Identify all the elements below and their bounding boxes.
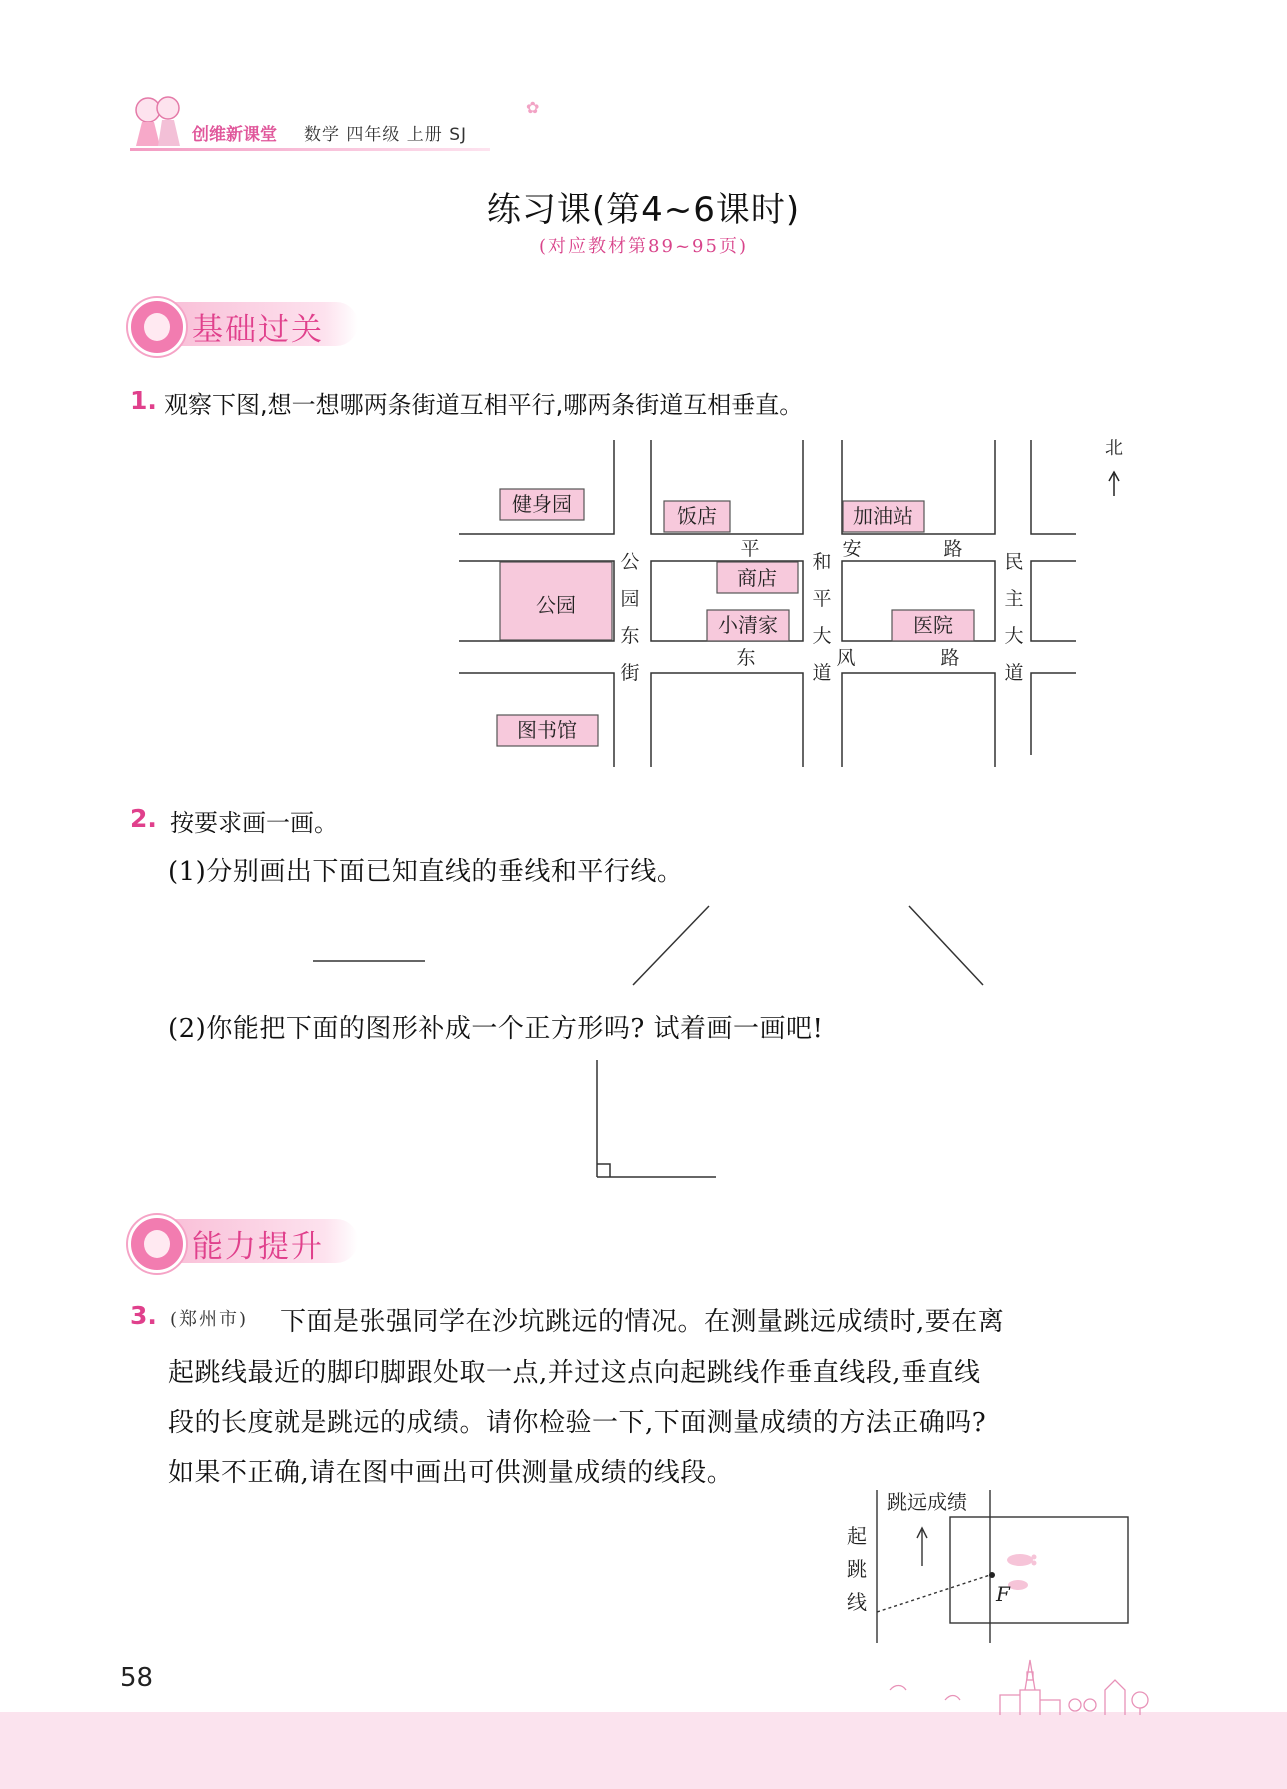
result-label: 跳远成绩: [887, 1490, 967, 1514]
point-f-label: F: [996, 1582, 1010, 1606]
place-hospital: 医院: [913, 613, 953, 637]
street-dongfeng-feng: 风: [836, 647, 856, 669]
place-fitness-park: 健身园: [512, 492, 572, 516]
question-3-number: 3.: [130, 1301, 157, 1330]
question-1-text: 观察下图,想一想哪两条街道互相平行,哪两条街道互相垂直。: [164, 391, 804, 419]
section-banner-advanced: [128, 1215, 368, 1267]
north-arrow-icon: [1109, 472, 1119, 496]
header-mascot-icon: [128, 92, 186, 148]
place-xiaoqing-home: 小清家: [718, 613, 778, 637]
question-2-sub1: (1)分别画出下面已知直线的垂线和平行线。: [168, 857, 684, 887]
slanted-line-left: [633, 906, 709, 985]
mascot-badge-icon: [128, 298, 186, 356]
book-subject: 数学 四年级 上册 SJ: [304, 125, 468, 145]
header-divider: [130, 148, 490, 151]
question-3-line-2: 起跳线最近的脚印脚跟处取一点,并过这点向起跳线作垂直线段,垂直线: [168, 1358, 981, 1388]
sand-pit: [950, 1517, 1128, 1623]
street-heping-1: 和: [812, 551, 832, 573]
street-park-east-1: 公: [620, 551, 640, 573]
street-heping-2: 平: [812, 588, 832, 610]
question-3-source-tag: (郑州市): [170, 1309, 249, 1330]
page-subtitle: (对应教材第89~95页): [539, 236, 748, 257]
section-title-advanced: 能力提升: [192, 1229, 324, 1265]
slanted-line-right: [909, 906, 983, 985]
point-f-dot: [989, 1572, 995, 1578]
question-2-sub2: (2)你能把下面的图形补成一个正方形吗? 试着画一画吧!: [168, 1014, 824, 1044]
section-title-basic: 基础过关: [192, 312, 324, 348]
place-gas-station: 加油站: [853, 504, 913, 528]
place-park: 公园: [536, 593, 576, 617]
page-number: 58: [120, 1663, 154, 1693]
brand-name: 创维新课堂: [192, 125, 277, 145]
street-dongfeng-lu: 路: [940, 647, 960, 669]
mascot-badge-icon: [128, 1215, 186, 1273]
street-minzhu-3: 大: [1004, 625, 1024, 647]
square-start-figure: [590, 1055, 730, 1185]
question-1-number: 1.: [130, 386, 157, 415]
street-map: [450, 430, 1130, 770]
street-pingan-lu: 路: [943, 538, 963, 560]
street-pingan-an: 安: [842, 538, 862, 560]
question-3-line-1: 下面是张强同学在沙坑跳远的情况。在测量跳远成绩时,要在离: [280, 1307, 1005, 1337]
place-shop: 商店: [737, 566, 777, 590]
question-2-number: 2.: [130, 804, 157, 833]
street-heping-3: 大: [812, 625, 832, 647]
street-park-east-4: 街: [620, 662, 640, 684]
butterfly-icon: ✿: [526, 98, 540, 117]
street-pingan-ping: 平: [740, 538, 760, 560]
takeoff-char-1: 起: [847, 1524, 867, 1548]
street-heping-4: 道: [812, 662, 832, 684]
long-jump-figure: [830, 1485, 1140, 1650]
place-restaurant: 饭店: [677, 504, 717, 528]
question-3-line-3: 段的长度就是跳远的成绩。请你检验一下,下面测量成绩的方法正确吗?: [168, 1408, 987, 1438]
right-angle-marker: [597, 1164, 610, 1177]
section-banner-basic: [128, 298, 368, 350]
street-minzhu-2: 主: [1004, 588, 1024, 610]
footer-band: [0, 1712, 1287, 1789]
given-lines-figure: [300, 895, 1000, 995]
place-library: 图书馆: [517, 718, 577, 742]
street-park-east-3: 东: [620, 625, 640, 647]
footprint-icon: [1007, 1554, 1037, 1590]
question-2-text: 按要求画一画。: [170, 809, 338, 837]
street-park-east-2: 园: [620, 588, 640, 610]
page-title: 练习课(第4~6课时): [486, 190, 801, 230]
street-dongfeng-dong: 东: [736, 647, 756, 669]
street-minzhu-1: 民: [1004, 551, 1024, 573]
street-minzhu-4: 道: [1004, 662, 1024, 684]
north-label: 北: [1105, 438, 1123, 459]
dotted-line: [877, 1575, 990, 1612]
castle-decoration-icon: [880, 1645, 1180, 1720]
takeoff-char-3: 线: [847, 1590, 867, 1614]
question-3-line-4: 如果不正确,请在图中画出可供测量成绩的线段。: [168, 1458, 734, 1488]
takeoff-char-2: 跳: [847, 1557, 867, 1581]
